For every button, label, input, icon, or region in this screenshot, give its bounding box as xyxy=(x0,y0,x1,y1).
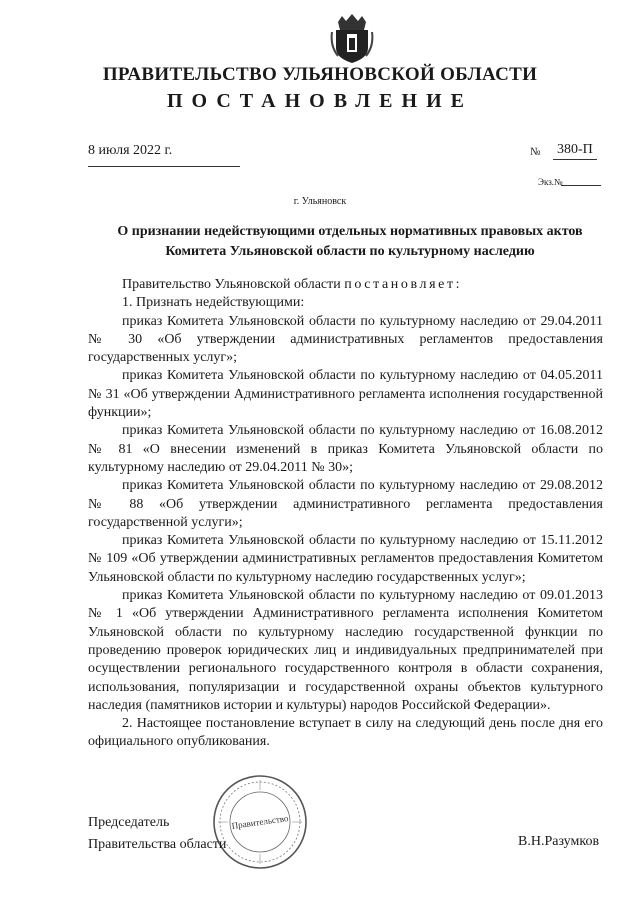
preamble xyxy=(88,276,603,294)
order-item: приказ Комитета Ульяновской области по культурному наследию от 15.11.2012 № 109 «Об утверждении административных регламентов предоставления Комитетом Ульяновской области по культурному наследию государственных услуг»; xyxy=(88,533,603,585)
order-item: приказ Комитета Ульяновской области по культурному наследию от 04.05.2011 № 31 «Об утверждении Административного регламента исполнения государственной функции»; xyxy=(88,368,603,421)
document-type: ПОСТАНОВЛЕНИЕ xyxy=(167,90,473,112)
item-2: 2. Настоящее постановление вступает в силу на следующий день после дня его официального опубликования. xyxy=(88,716,603,750)
signatory-name: В.Н.Разумков xyxy=(518,834,600,849)
coat-of-arms-icon xyxy=(330,12,374,64)
copy-number-line xyxy=(561,185,601,186)
signatory-position xyxy=(88,812,226,856)
government-title: ПРАВИТЕЛЬСТВО УЛЬЯНОВСКОЙ ОБЛАСТИ xyxy=(102,64,538,85)
preamble-lead: Правительство Ульяновской области xyxy=(122,277,345,292)
document-number: 380-П xyxy=(553,142,597,160)
preamble-decree: постановляет: xyxy=(344,277,463,292)
document-heading xyxy=(60,222,640,262)
city: г. Ульяновск xyxy=(293,196,347,207)
number-sign: № xyxy=(530,146,541,158)
item-1: 1. Признать недействующими: xyxy=(122,295,305,311)
document-body xyxy=(88,276,603,752)
heading-line-2: Комитета Ульяновской области по культурному наследию xyxy=(165,244,535,259)
order-item: приказ Комитета Ульяновской области по культурному наследию от 09.01.2013 № 1 «Об утверждении Административного регламента исполнения Комитетом Ульяновской области по культурному наследию государственной функции по проведению проверок юридических лиц и индивидуальных предпринимателей при осуществлении регионального государственного контроля в области сохранения, использования, популяризации и государственной охраны объектов культурного наследия (памятников истории и культуры) народов Российской Федерации». xyxy=(88,588,603,713)
heading-line-1: О признании недействующими отдельных нормативных правовых актов xyxy=(117,224,583,239)
copy-number-label: Экз.№ xyxy=(538,177,563,187)
order-item: приказ Комитета Ульяновской области по культурному наследию от 29.08.2012 № 88 «Об утверждении административного регламента предоставления государственной услуги»; xyxy=(88,478,603,530)
svg-text:Правительство: Правительство xyxy=(230,813,290,831)
document-date: 8 июля 2022 г. xyxy=(88,143,173,158)
position-line-1: Председатель xyxy=(88,815,170,830)
order-item: приказ Комитета Ульяновской области по культурному наследию от 16.08.2012 № 81 «О внесении изменений в приказ Комитета Ульяновской области по культурному наследию от 29.04.2011 № 30»; xyxy=(88,423,603,475)
position-line-2: Правительства области xyxy=(88,837,227,852)
order-item: приказ Комитета Ульяновской области по культурному наследию от 29.04.2011 № 30 «Об утверждении административных регламентов предоставления государственных услуг»; xyxy=(88,313,603,366)
date-underline xyxy=(88,166,240,167)
